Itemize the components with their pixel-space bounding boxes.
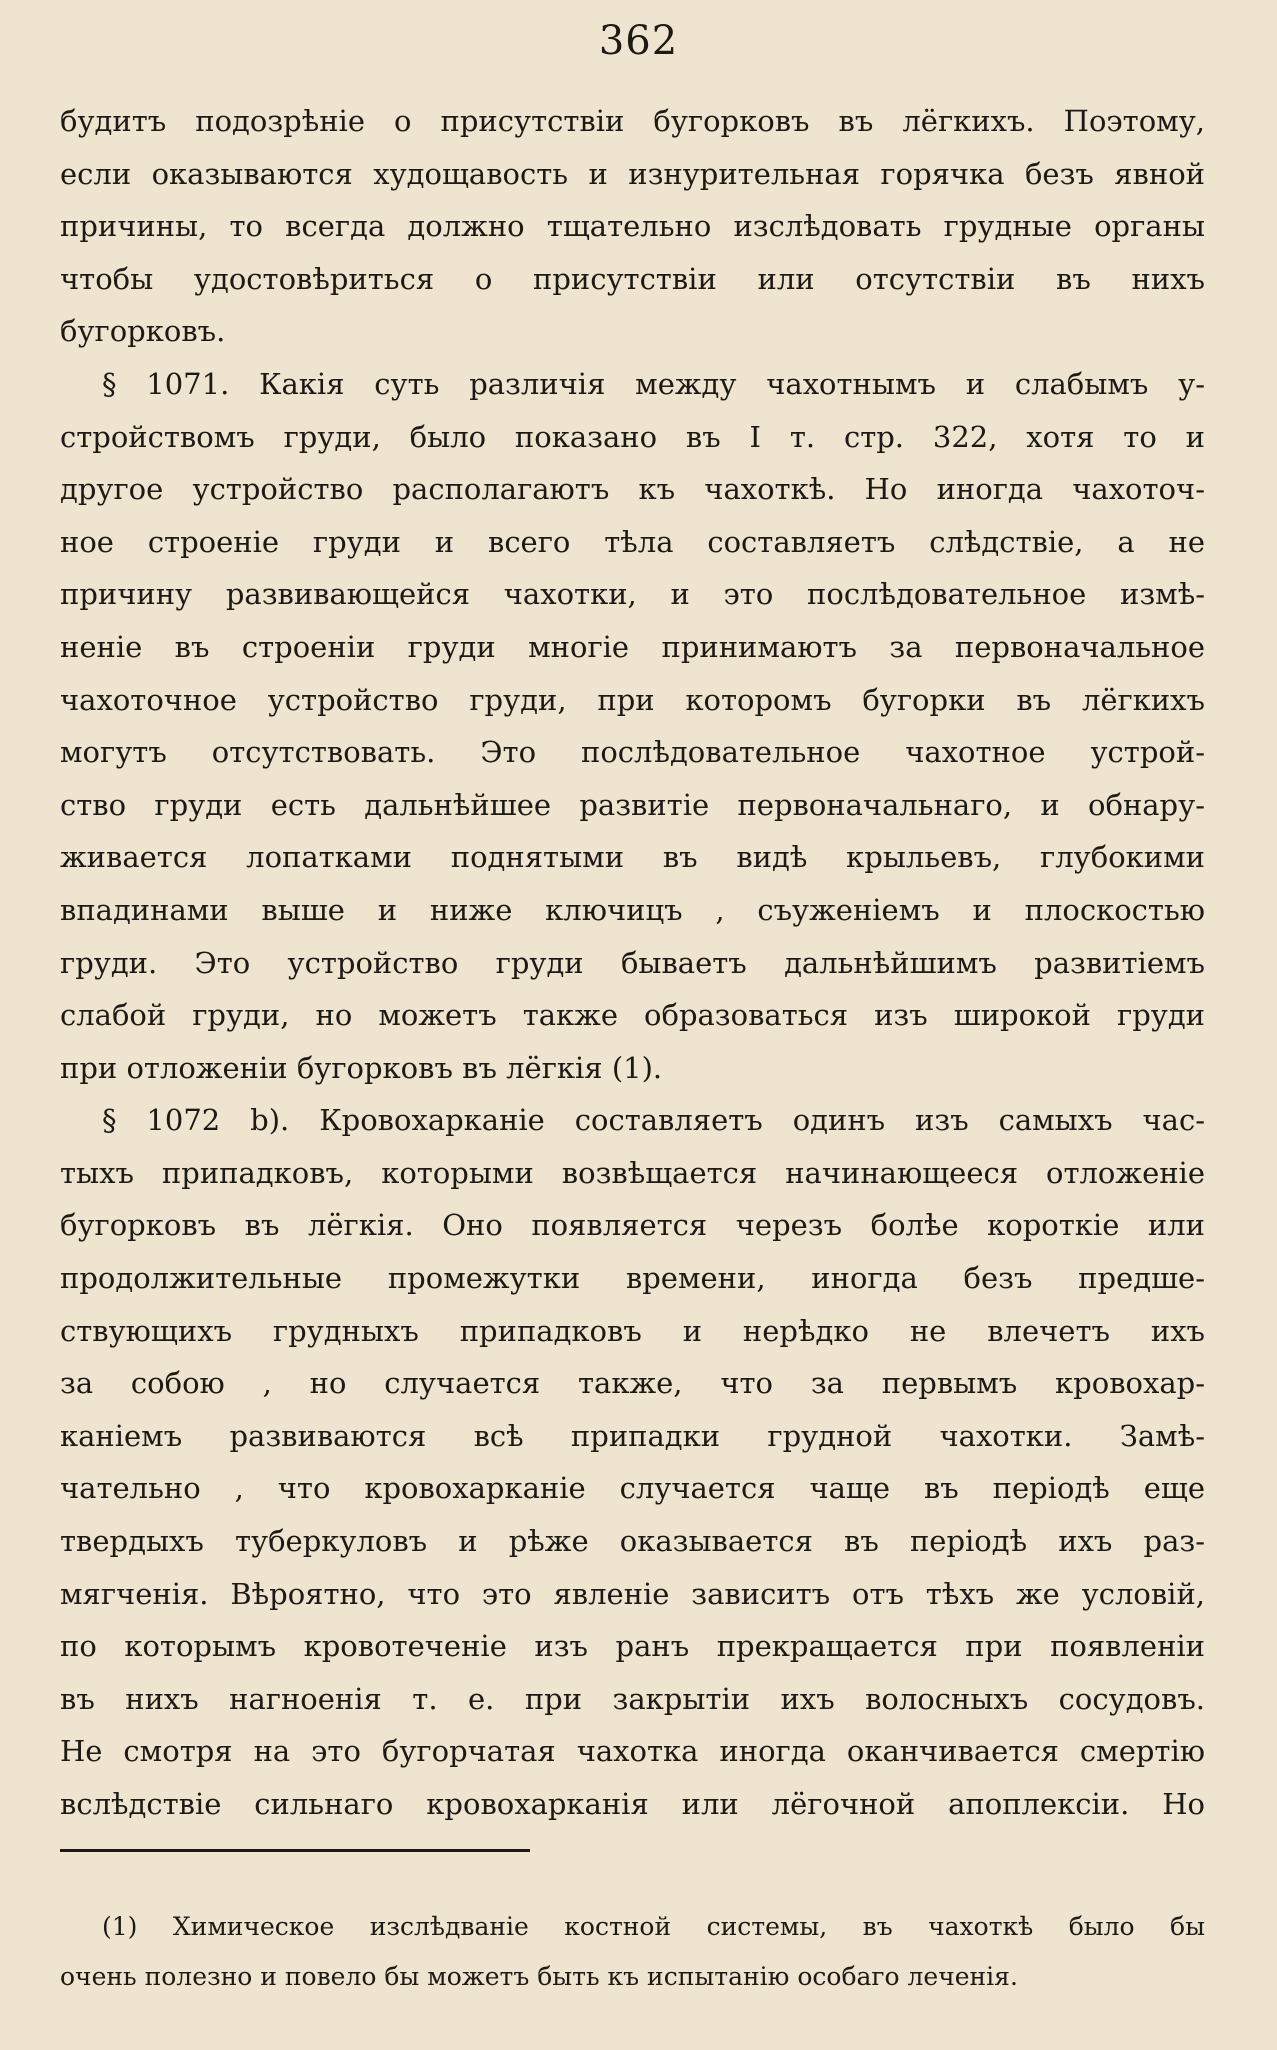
text-line: ное строеніе груди и всего тѣла составляетъ слѣдствіе, а не <box>60 524 1205 559</box>
text-line: ствующихъ грудныхъ припадковъ и нерѣдко не влечетъ ихъ <box>60 1313 1205 1348</box>
text-line: каніемъ развиваются всѣ припадки грудной чахотки. Замѣ- <box>60 1418 1205 1453</box>
text-line: мягченія. Вѣроятно, что это явленіе зависитъ отъ тѣхъ же условій, <box>60 1576 1205 1611</box>
text-line: тыхъ припадковъ, которыми возвѣщается начинающееся отложеніе <box>60 1155 1205 1190</box>
body-text <box>60 95 1205 1831</box>
text-line: бугорковъ. <box>60 314 226 349</box>
text-line: груди. Это устройство груди бываетъ дальнѣйшимъ развитіемъ <box>60 945 1205 980</box>
text-line: причины, то всегда должно тщательно изслѣдовать грудные органы <box>60 209 1205 244</box>
text-line: впадинами выше и ниже ключицъ , съуженіемъ и плоскостью <box>60 892 1205 927</box>
text-line: чтобы удостовѣриться о присутствіи или отсутствіи въ нихъ <box>60 261 1205 296</box>
footnote-line: очень полезно и повело бы можетъ быть къ испытанію особаго леченія. <box>60 1962 1018 1991</box>
paragraph-1071-start: § 1071. Какія суть различія между чахотнымъ и слабымъ у- <box>102 366 1205 401</box>
text-line: если оказываются худощавость и изнурительная горячка безъ явной <box>60 156 1205 191</box>
paragraph-1072-start: § 1072 b). Кровохарканіе составляетъ одинъ изъ самыхъ час- <box>102 1103 1205 1138</box>
text-line: ство груди есть дальнѣйшее развитіе первоначальнаго, и обнару- <box>60 787 1205 822</box>
text-line: въ нихъ нагноенія т. е. при закрытіи ихъ волосныхъ сосудовъ. <box>60 1681 1205 1716</box>
text-line: могутъ отсутствовать. Это послѣдовательное чахотное устрой- <box>60 735 1205 770</box>
text-line: при отложеніи бугорковъ въ лёгкія (1). <box>60 1050 663 1085</box>
text-line: Не смотря на это бугорчатая чахотка иногда оканчивается смертію <box>60 1734 1205 1769</box>
footnote-line: (1) Химическое изслѣдваніе костной системы, въ чахоткѣ было бы <box>102 1912 1205 1941</box>
text-line: другое устройство располагаютъ къ чахоткѣ. Но иногда чахоточ- <box>60 472 1205 507</box>
text-line: стройствомъ груди, было показано въ I т. стр. 322, хотя то и <box>60 419 1205 454</box>
text-line: бугорковъ въ лёгкія. Оно появляется черезъ болѣе короткіе или <box>60 1208 1205 1243</box>
text-line: живается лопатками поднятыми въ видѣ крыльевъ, глубокими <box>60 840 1205 875</box>
text-line: причину развивающейся чахотки, и это послѣдовательное измѣ- <box>60 577 1205 612</box>
text-line: за собою , но случается также, что за первымъ кровохар- <box>60 1366 1205 1401</box>
footnote <box>60 1902 1205 2002</box>
footnote-separator <box>60 1849 530 1852</box>
text-line: продолжительные промежутки времени, иногда безъ предше- <box>60 1261 1205 1296</box>
text-line: по которымъ кровотеченіе изъ ранъ прекращается при появленіи <box>60 1629 1205 1664</box>
page-number: 362 <box>598 18 679 64</box>
text-line: твердыхъ туберкуловъ и рѣже оказывается въ періодѣ ихъ раз- <box>60 1524 1205 1559</box>
text-line: неніе въ строеніи груди многіе принимаютъ за первоначальное <box>60 629 1205 664</box>
text-line: вслѣдствіе сильнаго кровохарканія или лёгочной апоплексіи. Но <box>60 1787 1205 1821</box>
text-line: будитъ подозрѣніе о присутствіи бугорковъ въ лёгкихъ. Поэтому, <box>60 104 1205 138</box>
text-line: чательно , что кровохарканіе случается чаще въ періодѣ еще <box>60 1471 1205 1506</box>
text-line: слабой груди, но можетъ также образоваться изъ широкой груди <box>60 998 1205 1033</box>
text-line: чахоточное устройство груди, при которомъ бугорки въ лёгкихъ <box>60 682 1205 717</box>
